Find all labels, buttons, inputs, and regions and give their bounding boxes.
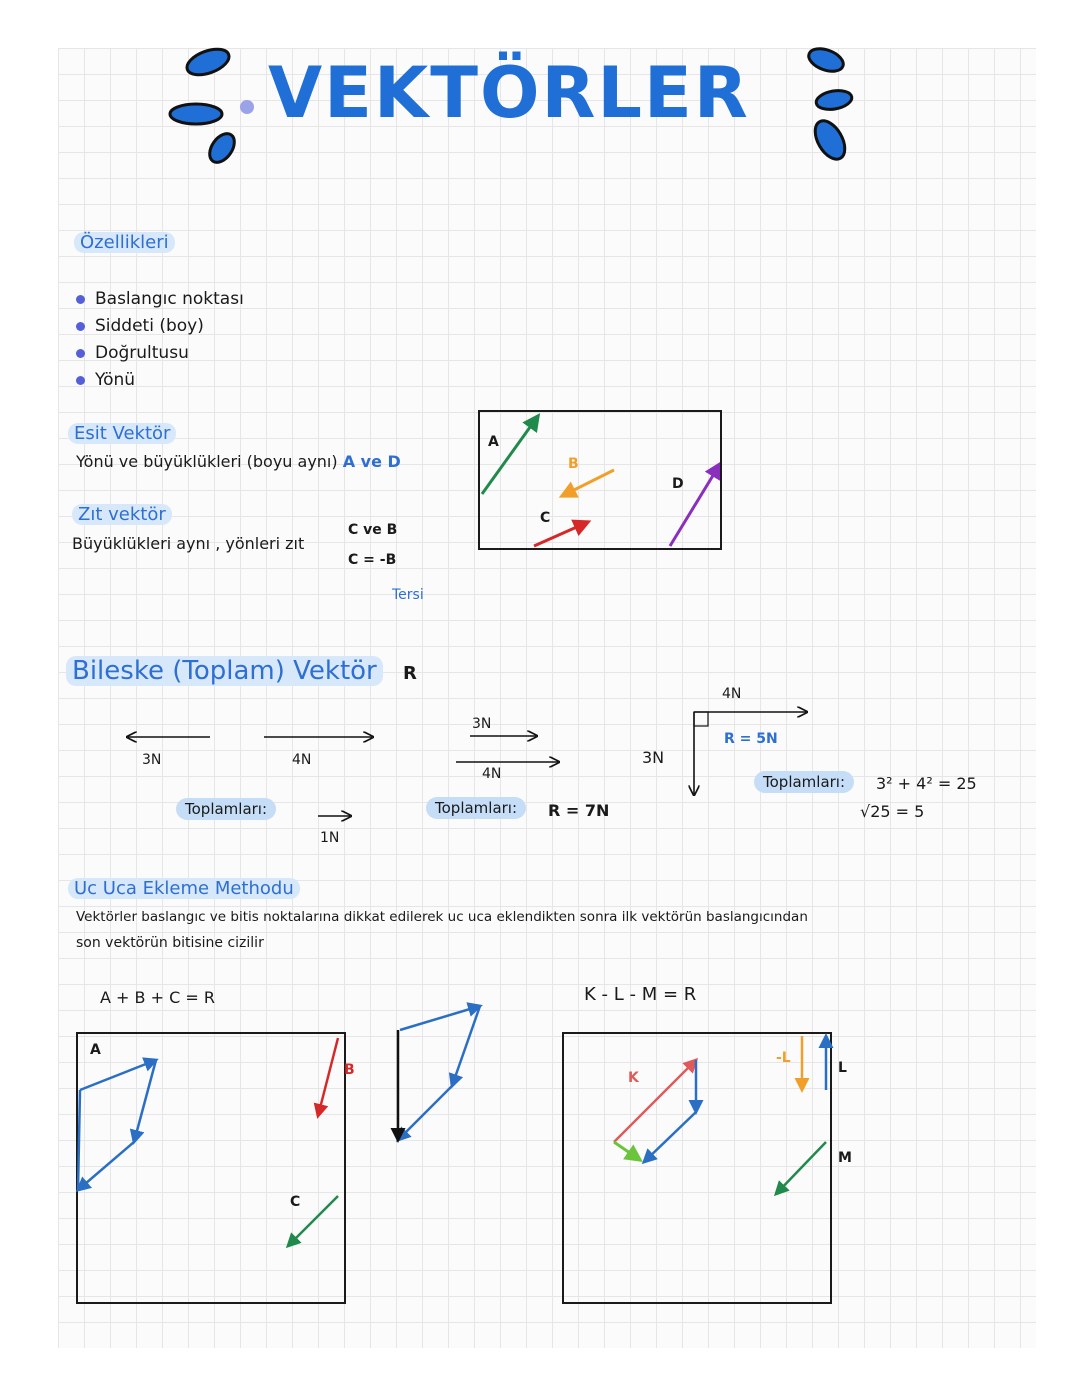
label-l: L xyxy=(838,1060,847,1076)
label-d: D xyxy=(672,476,684,492)
d2-vector-a xyxy=(80,1060,156,1090)
opposite-vector-line1: C ve B xyxy=(348,522,398,538)
d2-vector-c xyxy=(78,1142,134,1190)
d3-vector-minus-m xyxy=(644,1112,696,1162)
formula-klm: K - L - M = R xyxy=(584,984,697,1005)
d2-vector-b xyxy=(134,1060,156,1142)
label-a: A xyxy=(488,434,499,450)
d2-loose-b xyxy=(318,1038,338,1116)
tip-to-tail-line1: Vektörler baslangıc ve bitis noktalarına dikkat edilerek uc uca eklendikten sonra ilk vektörün baslangıcından xyxy=(76,909,808,925)
formula-abc: A + B + C = R xyxy=(100,988,215,1007)
resultant-symbol: R xyxy=(403,663,417,684)
ex1-result: 1N xyxy=(320,830,340,846)
ex2-sum-pill: Toplamları: xyxy=(426,797,526,819)
label-c2: C xyxy=(290,1194,301,1210)
d3-resultant xyxy=(614,1142,640,1160)
ex2-top-label: 3N xyxy=(472,716,492,732)
mid-vector-b xyxy=(452,1006,480,1086)
list-item-text: Doğrultusu xyxy=(95,343,189,363)
label-b: B xyxy=(568,456,579,472)
label-m: M xyxy=(838,1150,852,1166)
equal-vector-heading-text: Esit Vektör xyxy=(68,423,176,444)
ex2-result: R = 7N xyxy=(548,801,610,820)
properties-heading-text: Özellikleri xyxy=(74,232,175,253)
list-item-text: Yönü xyxy=(95,370,136,390)
tip-to-tail-line2: son vektörün bitisine cizilir xyxy=(76,935,264,951)
opposite-vector-desc: Büyüklükleri aynı , yönleri zıt xyxy=(72,534,305,553)
ex3-side-label: 3N xyxy=(642,748,665,767)
opposite-vector-line2: C = -B xyxy=(348,552,397,568)
label-c: C xyxy=(540,510,551,526)
ex1-sum-pill: Toplamları: xyxy=(176,798,276,820)
label-k: K xyxy=(628,1070,639,1086)
list-item-text: Baslangıc noktası xyxy=(95,289,244,309)
label-b2: B xyxy=(344,1062,355,1078)
ex1-left-label: 3N xyxy=(142,752,162,768)
d3-loose-m xyxy=(776,1142,826,1194)
equal-vector-pair: A ve D xyxy=(342,452,401,471)
mid-vector-c xyxy=(398,1086,452,1140)
tip-to-tail-heading-text: Uc Uca Ekleme Methodu xyxy=(68,878,300,899)
label-a2: A xyxy=(90,1042,101,1058)
page-title: VEKTÖRLER xyxy=(268,52,750,134)
opposite-vector-note: Tersi xyxy=(392,587,424,603)
ex2-bottom-label: 4N xyxy=(482,766,502,782)
list-item-text: Siddeti (boy) xyxy=(95,316,204,336)
ex3-calc2: √25 = 5 xyxy=(860,802,925,821)
ex3-top-label: 4N xyxy=(722,686,742,702)
d2-resultant xyxy=(78,1090,80,1190)
equal-vector-desc: Yönü ve büyüklükleri (boyu aynı) xyxy=(76,452,338,471)
ex3-sum-pill: Toplamları: xyxy=(754,771,854,793)
opposite-vector-heading-text: Zıt vektör xyxy=(72,504,172,525)
d3-vector-k xyxy=(614,1060,696,1142)
ex3-calc1: 3² + 4² = 25 xyxy=(876,774,977,793)
mid-vector-a xyxy=(400,1006,480,1030)
d2-loose-c xyxy=(288,1196,338,1246)
ex1-right-label: 4N xyxy=(292,752,312,768)
ex3-r-label: R = 5N xyxy=(724,731,778,747)
resultant-heading-text: Bileske (Toplam) Vektör xyxy=(66,656,383,686)
label-minus-l: -L xyxy=(776,1050,791,1066)
